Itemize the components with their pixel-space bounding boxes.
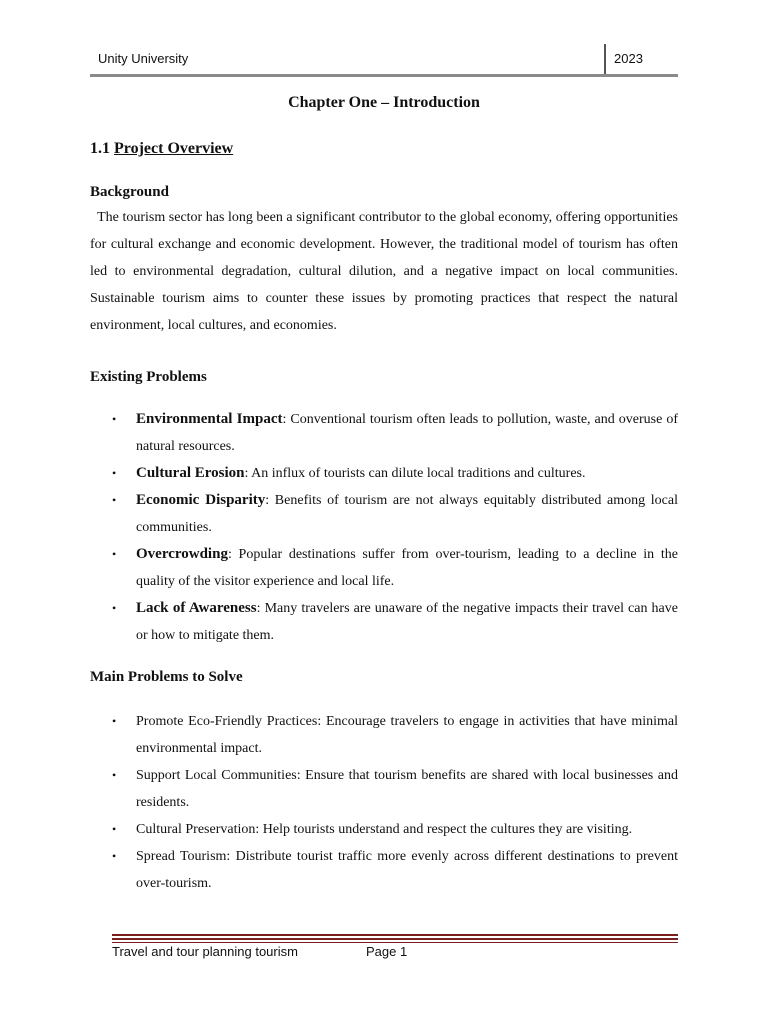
page-number: Page 1 — [366, 944, 408, 959]
list-item — [90, 460, 678, 487]
main-problem-text: Support Local Communities: Ensure that tourism benefits are shared with local businesses and residents. — [136, 768, 678, 810]
background-heading: Background — [90, 184, 169, 200]
list-item — [90, 487, 678, 541]
header-divider — [604, 44, 606, 74]
bullet-icon: • — [112, 768, 117, 782]
list-item — [90, 595, 678, 649]
footer-title: Travel and tour planning tourism — [112, 944, 298, 959]
problem-text: : Popular destinations suffer from over-tourism, leading to a decline in the quality of the visitor experience and local life. — [136, 547, 678, 589]
list-item — [90, 708, 678, 762]
bullet-icon: • — [112, 849, 117, 863]
bullet-icon: • — [112, 466, 117, 480]
main-problem-text: Cultural Preservation: Help tourists understand and respect the cultures they are visiting. — [136, 822, 633, 837]
header-year: 2023 — [614, 51, 643, 66]
main-problem-text: Promote Eco-Friendly Practices: Encourage travelers to engage in activities that have minimal environmental impact. — [136, 714, 678, 756]
problem-term: Economic Disparity — [136, 492, 266, 508]
bullet-icon: • — [112, 714, 117, 728]
bullet-icon: • — [112, 547, 117, 561]
chapter-title: Chapter One – Introduction — [288, 94, 480, 111]
header-university: Unity University — [98, 51, 189, 66]
problem-term: Lack of Awareness — [136, 600, 257, 616]
list-item — [90, 843, 678, 897]
problem-term: Environmental Impact — [136, 411, 283, 427]
main-problem-text: Spread Tourism: Distribute tourist traffic more evenly across different destinations to prevent over-tourism. — [136, 849, 678, 891]
header-rule — [90, 74, 678, 77]
page-header — [90, 44, 678, 76]
problem-text: : Benefits of tourism are not always equitably distributed among local communities. — [136, 493, 679, 535]
existing-problems-list — [90, 406, 678, 649]
background-paragraph — [90, 204, 678, 339]
section-title: Project Overview — [114, 140, 234, 157]
problem-text: : Many travelers are unaware of the negative impacts their travel can have or how to mitigate them. — [136, 601, 678, 643]
section-heading — [90, 140, 678, 158]
existing-problems-heading: Existing Problems — [90, 369, 207, 385]
footer-rule — [112, 938, 678, 940]
main-problems-heading: Main Problems to Solve — [90, 669, 243, 685]
bullet-icon: • — [112, 601, 117, 615]
main-problems-list — [90, 708, 678, 897]
background-text: The tourism sector has long been a significant contributor to the global economy, offering opportunities for cultural exchange and economic development. However, the traditional model of tourism has often led to environmental degradation, cultural dilution, and a negative impact on local communities. Sustainable tourism aims to counter these issues by promoting practices that respect the natural environment, local cultures, and economies. — [90, 210, 679, 333]
problem-text: : An influx of tourists can dilute local traditions and cultures. — [244, 466, 586, 481]
bullet-icon: • — [112, 822, 117, 836]
page-footer — [112, 934, 678, 959]
footer-rule — [112, 942, 678, 943]
list-item — [90, 762, 678, 816]
list-item — [90, 541, 678, 595]
problem-term: Cultural Erosion — [136, 465, 245, 481]
list-item — [90, 816, 678, 843]
section-number: 1.1 — [90, 140, 110, 157]
problem-text: : Conventional tourism often leads to pollution, waste, and overuse of natural resources. — [136, 412, 679, 454]
bullet-icon: • — [112, 493, 117, 507]
problem-term: Overcrowding — [136, 546, 228, 562]
bullet-icon: • — [112, 412, 117, 426]
list-item — [90, 406, 678, 460]
page-content — [90, 90, 678, 897]
footer-rule — [112, 934, 678, 936]
